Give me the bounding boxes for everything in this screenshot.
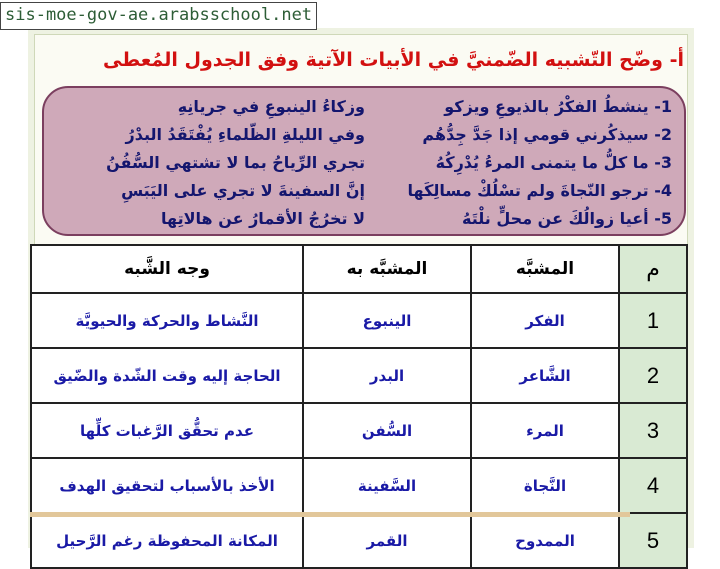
table-row — [31, 458, 687, 513]
verse-first-hemistich — [365, 153, 672, 172]
cell-mushabbah-bih: البدر — [303, 348, 471, 403]
verse-second-hemistich: وفي الليلةِ الظّلماءِ يُفْتَقَدُ البدْرُ — [125, 124, 365, 144]
table-row — [31, 348, 687, 403]
cell-wajh: عدم تحقُّق الرَّغبات كلِّها — [31, 403, 303, 458]
verse-row — [58, 120, 672, 148]
cell-wajh: المكانة المحفوظة رغم الرَّحيل — [31, 513, 303, 568]
verse-first-hemistich — [365, 125, 672, 144]
cell-num: 5 — [619, 513, 687, 568]
cell-wajh: الحاجة إليه وقت الشّدة والضّيق — [31, 348, 303, 403]
cell-num: 4 — [619, 458, 687, 513]
verse-text: أعيا زوالُكَ عن محلٍّ نلْتَهُ — [462, 208, 649, 228]
verse-second-hemistich: إنَّ السفينةَ لا تجري على اليَبَسِ — [121, 180, 365, 200]
verses-box — [42, 86, 686, 236]
cell-mushabbah: المرء — [471, 403, 619, 458]
decorative-band — [30, 512, 630, 517]
header-num: م — [619, 245, 687, 293]
verse-number: 3- — [654, 152, 672, 172]
verse-text: ترجو النّجاةَ ولم تسْلُكْ مسالِكَها — [407, 180, 649, 200]
verse-first-hemistich — [365, 181, 672, 200]
verse-row — [58, 92, 672, 120]
verse-number: 4- — [654, 180, 672, 200]
verse-text: ما كلُّ ما يتمنى المرءُ يُدْرِكُهُ — [435, 152, 649, 172]
verse-row — [58, 148, 672, 176]
table-row — [31, 513, 687, 568]
cell-num: 2 — [619, 348, 687, 403]
table-row — [31, 403, 687, 458]
cell-mushabbah: النَّجاة — [471, 458, 619, 513]
cell-mushabbah-bih: السَّفينة — [303, 458, 471, 513]
header-wajh: وجه الشَّبه — [31, 245, 303, 293]
cell-mushabbah-bih: الينبوع — [303, 293, 471, 348]
simile-table — [30, 244, 688, 569]
verse-second-hemistich: تجري الرِّياحُ بما لا تشتهي السُّفُنُ — [106, 152, 365, 172]
cell-mushabbah-bih: السُّفن — [303, 403, 471, 458]
watermark-url: sis-moe-gov-ae.arabsschool.net — [0, 2, 317, 30]
verse-second-hemistich: لا تخرُجُ الأقمارُ عن هالاتِها — [161, 208, 365, 228]
cell-mushabbah: الشَّاعر — [471, 348, 619, 403]
cell-wajh: النَّشاط والحركة والحيويَّة — [31, 293, 303, 348]
cell-num: 1 — [619, 293, 687, 348]
cell-mushabbah: الفكر — [471, 293, 619, 348]
verse-row — [58, 204, 672, 232]
cell-wajh: الأخذ بالأسباب لتحقيق الهدف — [31, 458, 303, 513]
cell-mushabbah: الممدوح — [471, 513, 619, 568]
cell-mushabbah-bih: القمر — [303, 513, 471, 568]
verse-second-hemistich: وزكاءُ الينبوعِ في جريانِهِ — [177, 96, 365, 116]
verse-row — [58, 176, 672, 204]
header-mushabbah-bih: المشبَّه به — [303, 245, 471, 293]
verse-number: 1- — [654, 96, 672, 116]
verse-text: ينشطُ الفكْرُ بالذيوعِ ويزكو — [444, 96, 649, 116]
verse-number: 5- — [654, 208, 672, 228]
verse-number: 2- — [654, 124, 672, 144]
exercise-heading: أ- وضّح التّشبيه الضّمنيَّ في الأبيات الآتية وفق الجدول المُعطى — [103, 49, 684, 71]
table-header-row — [31, 245, 687, 293]
verse-first-hemistich — [365, 97, 672, 116]
cell-num: 3 — [619, 403, 687, 458]
header-mushabbah: المشبَّه — [471, 245, 619, 293]
table-row — [31, 293, 687, 348]
verse-text: سيذكُرني قومي إذا جَدَّ جِدُّهُم — [422, 124, 649, 144]
verse-first-hemistich — [365, 209, 672, 228]
